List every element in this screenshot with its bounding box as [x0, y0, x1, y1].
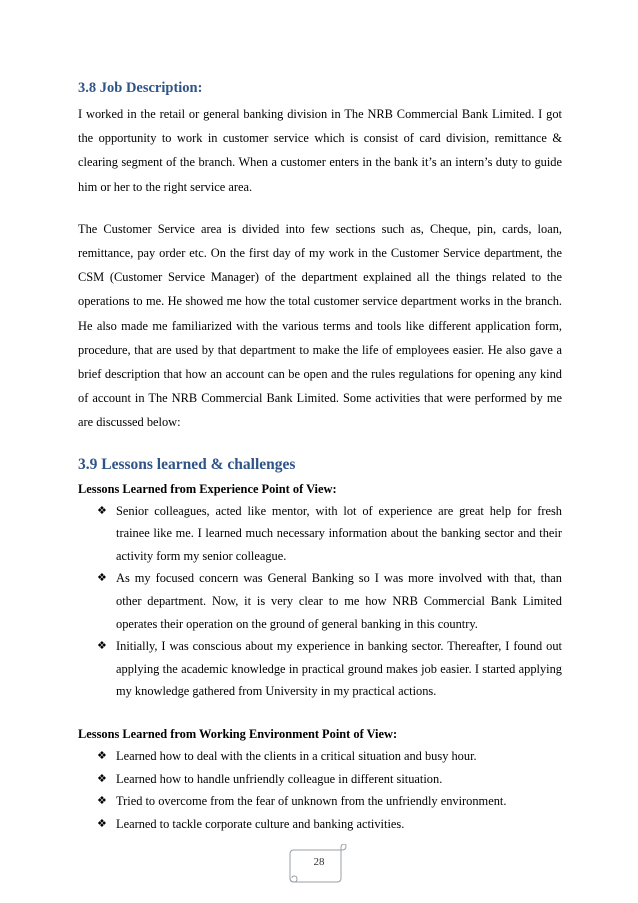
diamond-bullet-icon: ❖ [97, 795, 107, 808]
list-item: ❖ As my focused concern was General Banking so I was more involved with that, than other department. Now, it is very clear to me how NRB Commercial Bank Limited operates their operation on the ground of general banking in this country. [97, 567, 562, 635]
list-item: ❖ Initially, I was conscious about my experience in banking sector. Thereafter, I found out applying the academic knowledge in practical ground makes job easier. I started applying my knowledge gathered from University in my practical actions. [97, 635, 562, 703]
diamond-bullet-icon: ❖ [97, 640, 107, 653]
list-item: ❖ Learned to tackle corporate culture and banking activities. [97, 813, 562, 836]
list-item: ❖ Senior colleagues, acted like mentor, with lot of experience are great help for fresh trainee like me. I learned much necessary information about the banking sector and their activity form my senior colleague. [97, 500, 562, 568]
list-item: ❖ Learned how to deal with the clients in a critical situation and busy hour. [97, 745, 562, 768]
diamond-bullet-icon: ❖ [97, 572, 107, 585]
section-heading-lessons-learned: 3.9 Lessons learned & challenges [78, 455, 296, 473]
page-number: 28 [313, 856, 325, 868]
diamond-bullet-icon: ❖ [97, 772, 107, 785]
experience-subheading: Lessons Learned from Experience Point of View: [78, 481, 337, 496]
document-page [78, 78, 562, 835]
list-item: ❖ Tried to overcome from the fear of unknown from the unfriendly environment. [97, 790, 562, 813]
section-heading-job-description: 3.8 Job Description: [78, 80, 203, 96]
experience-list [78, 500, 562, 703]
environment-subheading: Lessons Learned from Working Environment Point of View: [78, 726, 398, 741]
list-item: ❖ Learned how to handle unfriendly colleague in different situation. [97, 768, 562, 791]
environment-list [78, 745, 562, 835]
job-description-paragraph-2: The Customer Service area is divided into few sections such as, Cheque, pin, cards, loan, remittance, pay order etc. On the first day of my work in the Customer Service department, the CSM (Customer Service Manager) of the department explained all the things related to the operations to me. He showed me how the total customer service department works in the branch. He also made me familiarized with the various terms and tools like different application form, procedure, that are used by that department to make the life of employees easier. He also gave a brief description that how an account can be open and the rules regulations for opening any kind of account in The NRB Commercial Bank Limited. Some activities that were performed by me are discussed below: [78, 221, 562, 430]
diamond-bullet-icon: ❖ [97, 749, 107, 762]
page-footer [288, 844, 350, 884]
diamond-bullet-icon: ❖ [97, 504, 107, 517]
diamond-bullet-icon: ❖ [97, 817, 107, 830]
job-description-paragraph-1: I worked in the retail or general banking division in The NRB Commercial Bank Limited. I got the opportunity to work in customer service which is consist of card division, remittance & clearing segment of the branch. When a customer enters in the bank it’s an intern’s duty to guide him or her to the right service area. [78, 107, 562, 194]
